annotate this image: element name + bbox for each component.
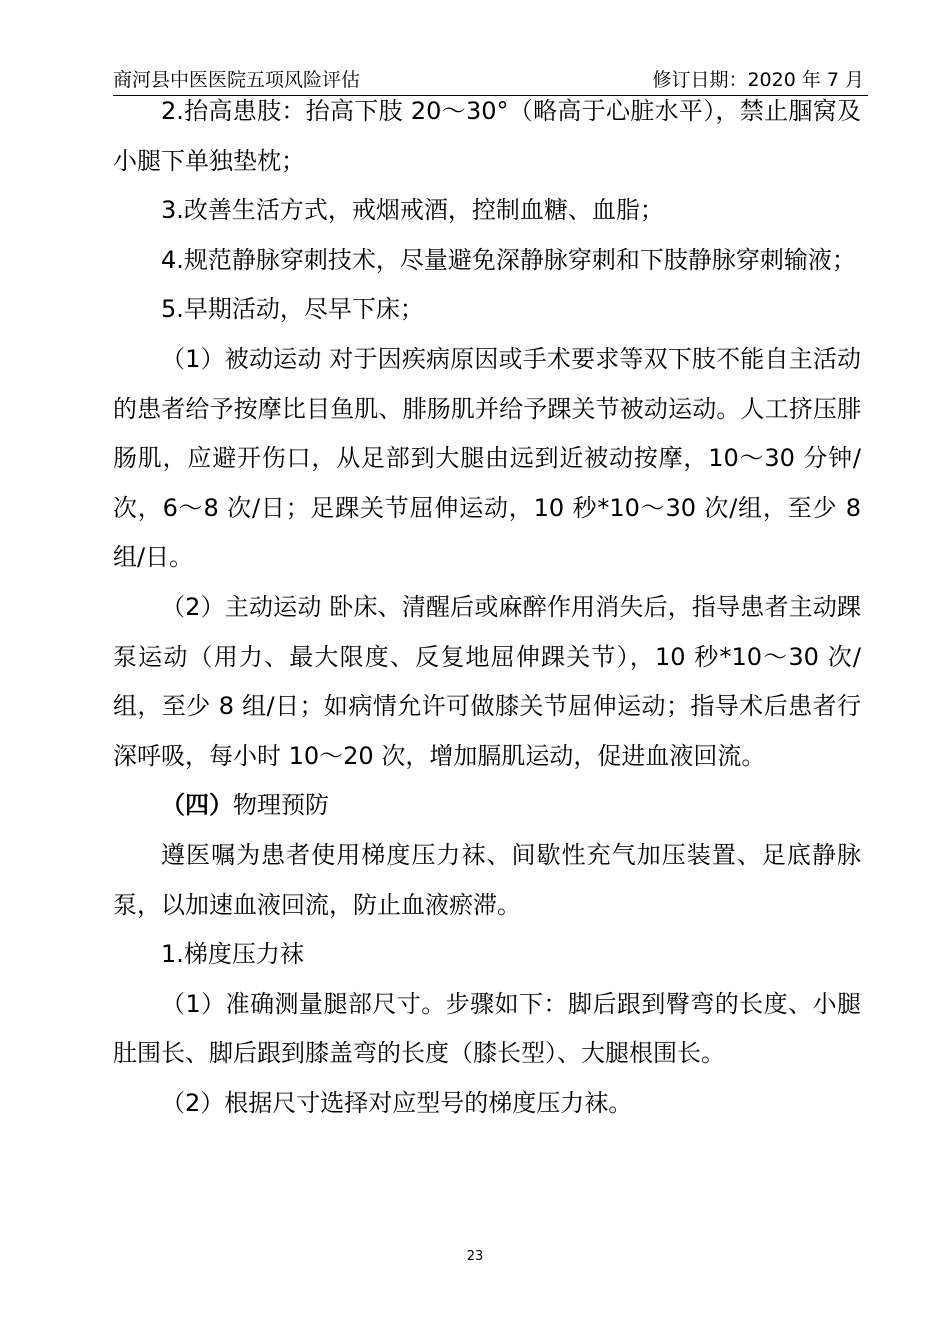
document-body <box>113 87 861 1128</box>
paragraph-physical-prevention-intro: 遵医嘱为患者使用梯度压力袜、间歇性充气加压装置、足底静脉泵，以加速血液回流，防止血液瘀滞。 <box>113 840 861 919</box>
paragraph-measure-legs: （1）准确测量腿部尺寸。步骤如下：脚后跟到臀弯的长度、小腿肚围长、脚后跟到膝盖弯的长度（膝长型）、大腿根围长。 <box>113 989 861 1068</box>
paragraph-early-activity: 5.早期活动，尽早下床； <box>161 295 424 324</box>
header-revision-date: 修订日期：2020 年 7 月 <box>652 69 864 91</box>
header-document-title: 商河县中医医院五项风险评估 <box>113 69 361 91</box>
section-heading-number: （四） <box>161 791 233 820</box>
paragraph-venipuncture: 4.规范静脉穿刺技术，尽量避免深静脉穿刺和下肢静脉穿刺输液； <box>161 245 856 274</box>
paragraph-passive-exercise: （1）被动运动 对于因疾病原因或手术要求等双下肢不能自主活动的患者给予按摩比目鱼肌、腓肠肌并给予踝关节被动运动。人工挤压腓肠肌，应避开伤口，从足部到大腿由远到近被动按摩，10～30 分钟/次，6～8 次/日；足踝关节屈伸运动，10 秒*10～30 次/组，至少 8 组/日。 <box>113 344 861 572</box>
paragraph-elevate-limb: 2.抬高患肢：抬高下肢 20～30°（略高于心脏水平），禁止腘窝及小腿下单独垫枕； <box>113 97 861 175</box>
page-number: 23 <box>466 1249 484 1264</box>
section-heading-physical-prevention <box>113 781 861 831</box>
paragraph-compression-stockings-title: 1.梯度压力袜 <box>161 940 304 969</box>
section-heading-label: 物理预防 <box>233 791 329 820</box>
paragraph-lifestyle: 3.改善生活方式，戒烟戒酒，控制血糖、血脂； <box>161 196 664 225</box>
paragraph-active-exercise: （2）主动运动 卧床、清醒后或麻醉作用消失后，指导患者主动踝泵运动（用力、最大限度、反复地屈伸踝关节），10 秒*10～30 次/组，至少 8 组/日；如病情允许可做膝关节屈伸运动；指导术后患者行深呼吸，每小时 10～20 次，增加膈肌运动，促进血液回流。 <box>113 592 861 770</box>
paragraph-select-size: （2）根据尺寸选择对应型号的梯度压力袜。 <box>161 1088 633 1117</box>
